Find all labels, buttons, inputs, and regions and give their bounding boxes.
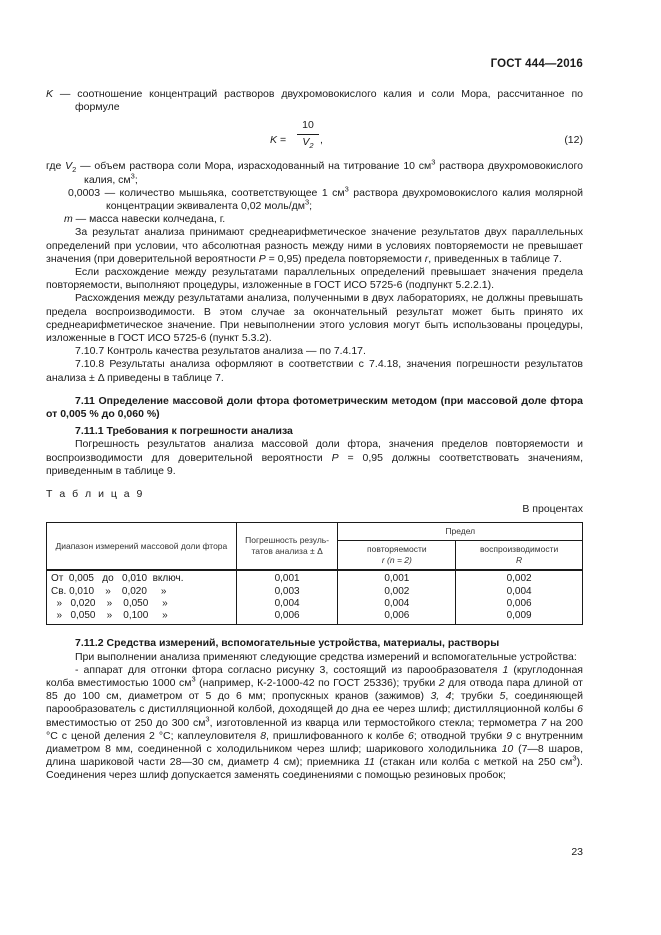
p8-m: (7—8 шаров, длина шариковой части 28—30 см, диаметр 4 см); приемника (46, 742, 584, 769)
p8-j: , пришлифованного к колбе (266, 729, 409, 742)
p8-g: вместимостью от 250 до 300 см (46, 716, 206, 729)
ref-7: 7 (540, 716, 547, 729)
sup-3: 3 (431, 157, 436, 167)
spacer (46, 625, 583, 637)
paragraph-7-10-7: 7.10.7 Контроль качества результатов анализа — по 7.4.17. (75, 345, 366, 358)
table-row (47, 610, 583, 625)
heading-7-11-2: 7.11.2 Средства измерений, вспомогательные устройства, материалы, растворы (75, 637, 500, 650)
formula-equals: = (280, 134, 287, 147)
header-repeatability-label: повторяемости (367, 544, 427, 555)
table-row (47, 598, 583, 610)
ref-1: 1 (502, 663, 509, 676)
symbol-k: K (46, 88, 54, 100)
formula-12 (46, 116, 583, 160)
ref-6b: 6 (408, 729, 414, 742)
table-caption: Т а б л и ц а 9 (46, 488, 145, 501)
definition-0003-text: 0,0003 — количество мышьяка, соответствующее 1 см (68, 186, 345, 199)
ref-9: 9 (506, 729, 513, 742)
cell-error: 0,003 (236, 586, 338, 598)
cell-error: 0,004 (236, 598, 338, 610)
table-units: В процентах (522, 503, 583, 516)
cell-error: 0,006 (236, 610, 338, 625)
definition-v2-text: — объем раствора соли Мора, израсходованный на титрование 10 см (76, 160, 432, 173)
table-row (47, 570, 583, 585)
cell-R: 0,006 (456, 598, 583, 610)
p8-f: , соединяющей парообразователь с дистилляционной колбой, доходящей до дна ее через шлиф; дистилляционной колбы (46, 690, 584, 716)
p8-c: (например, К-2-1000-42 по ГОСТ 25336); трубки (195, 676, 439, 689)
page-number: 23 (571, 846, 583, 858)
paragraph-error-requirements (46, 438, 583, 478)
cell-error: 0,001 (236, 570, 338, 585)
p1-c: , приведенных в таблице 7. (428, 252, 562, 265)
paragraph-instruments-intro: При выполнении анализа применяют следующие средства измерений и вспомогательные устройства: (75, 650, 577, 663)
paragraph-interlab: Расхождения между результатами анализа, полученными в двух лабораториях, не должны превышать предела воспроизводимости. В этом случае за окончательный результат может быть принято их среднеарифметическое значение. При невыполнении этого условия могут быть использованы процедуры, изложенные в ГОСТ ИСО 5725-6 (пункт 5.3.2). (46, 292, 583, 345)
definition-v2-text2: раствора двухромовокислого калия, см (84, 160, 583, 186)
heading-7-11: 7.11 Определение массовой доли фтора фотометрическим методом (при массовой доле фтора от 0,005 % до 0,060 %) (46, 394, 583, 421)
symbol-p: P (258, 252, 266, 265)
ref-3-4: 3, 4 (430, 690, 452, 703)
header-repeatability (338, 541, 456, 571)
header-reproducibility-symbol: R (516, 555, 523, 566)
p8-k: ; отводной трубки (413, 729, 507, 742)
cell-range: От 0,005 до 0,010 включ. (47, 570, 237, 585)
formula-denominator (297, 135, 319, 149)
symbol-m: m (64, 213, 73, 226)
header-range: Диапазон измерений массовой доли фтора (47, 523, 237, 571)
formula-denominator-symbol: V (302, 135, 310, 148)
header-reproducibility (456, 541, 583, 571)
cell-range: Св. 0,010 » 0,020 » (47, 586, 237, 598)
spacer (46, 385, 583, 395)
where-word: где (46, 160, 66, 173)
formula-comma: , (320, 134, 323, 147)
symbol-v-subscript: 2 (72, 165, 77, 175)
p8-h: , изготовленной из кварца или термостойкого стекла; термометра (209, 716, 541, 729)
header-repeatability-symbol: r (n = 2) (381, 555, 412, 566)
p1-b: = 0,95) предела повторяемости (265, 252, 425, 265)
cell-R: 0,004 (456, 586, 583, 598)
table-row (47, 586, 583, 598)
cell-range: » 0,020 » 0,050 » (47, 598, 237, 610)
p8-a: - аппарат для отгонки фтора согласно рисунку 3, состоящий из парообразователя (75, 663, 503, 676)
cell-r: 0,004 (338, 598, 456, 610)
cell-R: 0,009 (456, 610, 583, 625)
paragraph-discrepancy: Если расхождение между результатами параллельных определений превышает значения предела повторяемости, выполняют процедуры, изложенные в ГОСТ ИСО 5725-6 (подпункт 5.2.2.1). (46, 266, 583, 292)
paragraph-result-acceptance (46, 226, 583, 266)
sup-3c: 3 (344, 184, 349, 194)
definition-0003-text2: раствора двухромовокислого калия молярной концентрации эквивалента 0,02 моль/дм (106, 186, 583, 213)
symbol-p2: P (331, 451, 339, 464)
document-header: ГОСТ 444—2016 (490, 58, 583, 70)
page-content (46, 88, 583, 783)
symbol-v: V (65, 160, 73, 173)
p8-e: ; трубки (451, 690, 500, 703)
sup-3g: 3 (572, 753, 577, 763)
p8-i: на 200 °С с ценой деления 2 °С; каплеуловителя (46, 716, 583, 742)
sup-3f: 3 (205, 714, 210, 724)
definition-0003-end: ; (309, 200, 313, 213)
sup-3e: 3 (191, 674, 196, 684)
definition-k-text: — соотношение концентраций растворов двухромовокислого калия и соли Мора, рассчитанное по формуле (53, 88, 583, 114)
cell-R: 0,002 (456, 570, 583, 585)
symbol-r: r (424, 252, 429, 265)
cell-range: » 0,050 » 0,100 » (47, 610, 237, 625)
formula-number: (12) (564, 134, 583, 147)
ref-10: 10 (501, 742, 514, 755)
formula-lhs: K (270, 134, 278, 147)
p6-b: = 0,95 должны соответствовать значениям, приведенным в таблице 9. (46, 451, 583, 477)
definition-v2 (46, 157, 583, 186)
definition-m (46, 213, 583, 226)
p8-b: (круглодонная колба вместимостью 1000 см (46, 663, 583, 689)
p1-a: За результат анализа принимают среднеарифметическое значение результатов двух параллельных определений при условии, что абсолютная разность между ними в условиях повторяемости не превышает значения (при доверительной вероятности (46, 226, 583, 265)
definition-0003 (46, 184, 583, 213)
p8-n: (стакан или колба с меткой на 250 см (374, 756, 573, 769)
paragraph-7-10-8: 7.10.8 Результаты анализа оформляют в соответствии с 7.4.18, значения погрешности результатов анализа ± Δ приведены в таблице 7. (46, 358, 583, 384)
definition-k (46, 88, 583, 114)
paragraph-apparatus (46, 664, 583, 783)
sup-3b: 3 (130, 171, 135, 181)
heading-7-11-1: 7.11.1 Требования к погрешности анализа (75, 425, 293, 438)
cell-r: 0,002 (338, 586, 456, 598)
ref-11: 11 (364, 756, 375, 769)
p8-o: ). Соединения через шлиф допускается заменять соединениями с помощью резиновых пробок; (46, 756, 583, 782)
formula-numerator: 10 (297, 119, 319, 134)
p8-l: с внутренним диаметром 8 мм, соединенной с холодильником через шлиф; шарикового холодильника (46, 729, 583, 755)
definition-v2-end: ; (134, 173, 138, 186)
table-9 (46, 522, 583, 625)
cell-r: 0,001 (338, 570, 456, 585)
ref-6: 6 (577, 703, 583, 716)
header-reproducibility-label: воспроизводимости (479, 544, 559, 555)
ref-5: 5 (499, 690, 506, 703)
p8-d: для отвода пара длиной от 85 до 100 см, диаметром от 5 до 6 мм; пропускных кранов (зажимов) (46, 676, 583, 703)
cell-r: 0,006 (338, 610, 456, 625)
ref-8: 8 (260, 729, 267, 742)
p6-a: Погрешность результатов анализа массовой доли фтора, значения пределов повторяемости и воспроизводимости для доверительной вероятности (46, 438, 583, 464)
formula-denominator-subscript: 2 (309, 140, 314, 150)
header-error: Погрешность резуль-татов анализа ± Δ (236, 523, 338, 571)
sup-3d: 3 (304, 197, 310, 207)
header-limit: Предел (338, 523, 583, 541)
definition-m-text: — масса навески колчедана, г. (72, 213, 226, 226)
ref-2: 2 (438, 676, 445, 689)
formula-fraction (297, 119, 319, 148)
